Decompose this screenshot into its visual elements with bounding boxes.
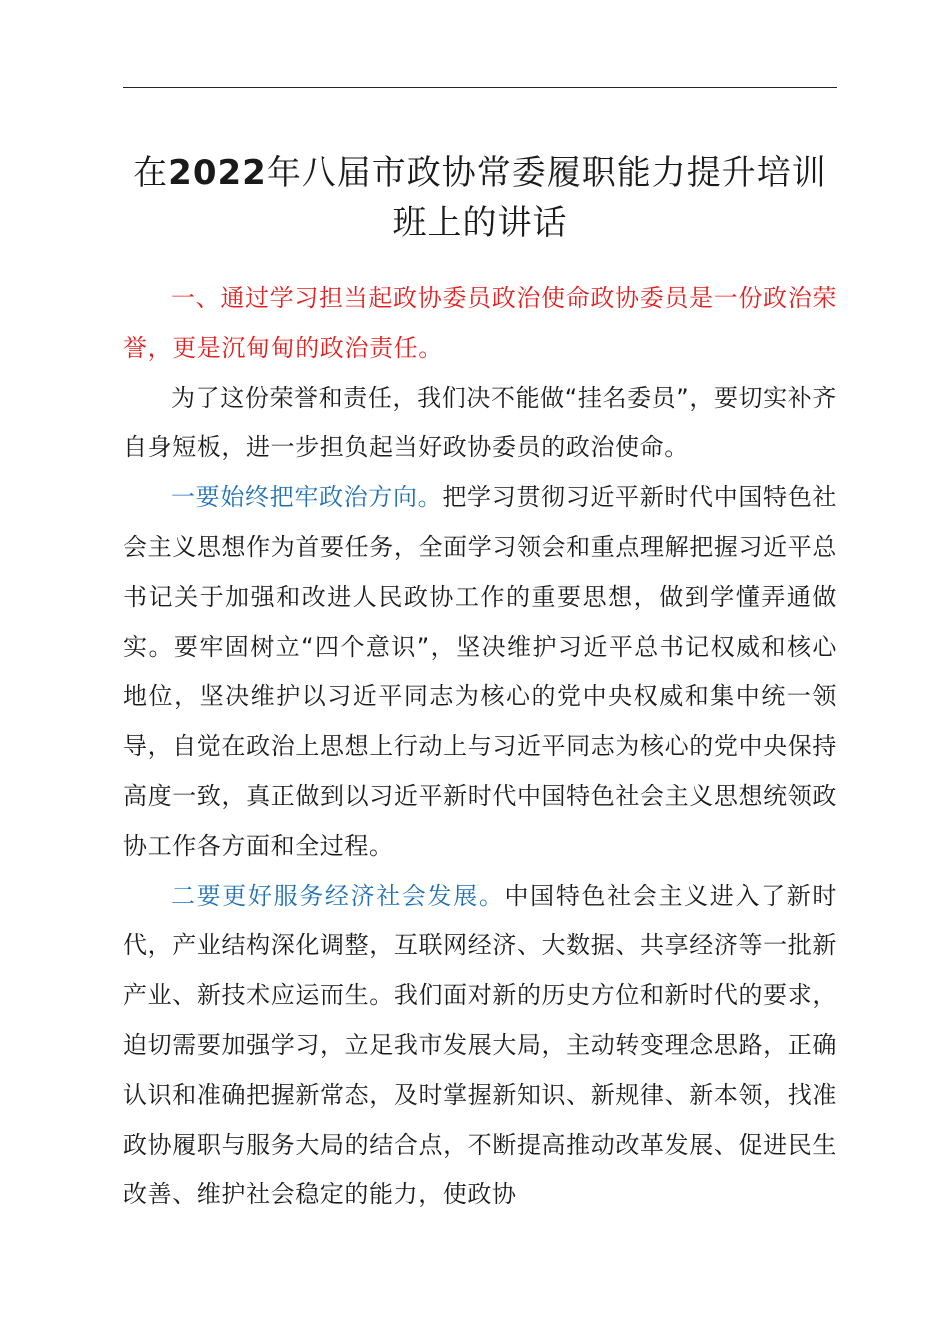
- point-1-paragraph: [123, 473, 837, 871]
- point-2-paragraph: [123, 872, 837, 1221]
- point-2-body: 中国特色社会主义进入了新时代，产业结构深化调整，互联网经济、大数据、共享经济等一批新产业、新技术应运而生。我们面对新的历史方位和新时代的要求，迫切需要加强学习，立足我市发展大局，主动转变理念思路，正确认识和准确把握新常态，及时掌握新知识、新规律、新本领，找准政协履职与服务大局的结合点，不断提高推动改革发展、促进民生改善、维护社会稳定的能力，使政协: [123, 881, 837, 1209]
- intro-paragraph: 为了这份荣誉和责任，我们决不能做“挂名委员”，要切实补齐自身短板，进一步担负起当好政协委员的政治使命。: [123, 383, 837, 462]
- header-rule: [123, 87, 837, 88]
- title-prefix: 在: [133, 153, 169, 193]
- page-title: [123, 148, 837, 248]
- point-2-lead: 二要更好服务经济社会发展。: [171, 881, 505, 910]
- section-heading: 一、通过学习担当起政协委员政治使命政协委员是一份政治荣誉，更是沉甸甸的政治责任。: [123, 284, 837, 362]
- title-year: 2022: [168, 153, 267, 193]
- point-1-body: 把学习贯彻习近平新时代中国特色社会主义思想作为首要任务，全面学习领会和重点理解把握习近平总书记关于加强和改进人民政协工作的重要思想，做到学懂弄通做实。要牢固树立“四个意识”，坚决维护习近平总书记权威和核心地位，坚决维护以习近平同志为核心的党中央权威和集中统一领导，自觉在政治上思想上行动上与习近平同志为核心的党中央保持高度一致，真正做到以习近平新时代中国特色社会主义思想统领政协工作各方面和全过程。: [123, 483, 837, 860]
- point-1-lead: 一要始终把牢政治方向。: [171, 483, 443, 512]
- document-body: [123, 274, 837, 1220]
- document-page: [123, 0, 837, 1344]
- title-rest: 年八届市政协常委履职能力提升培训班上的讲话: [266, 153, 827, 243]
